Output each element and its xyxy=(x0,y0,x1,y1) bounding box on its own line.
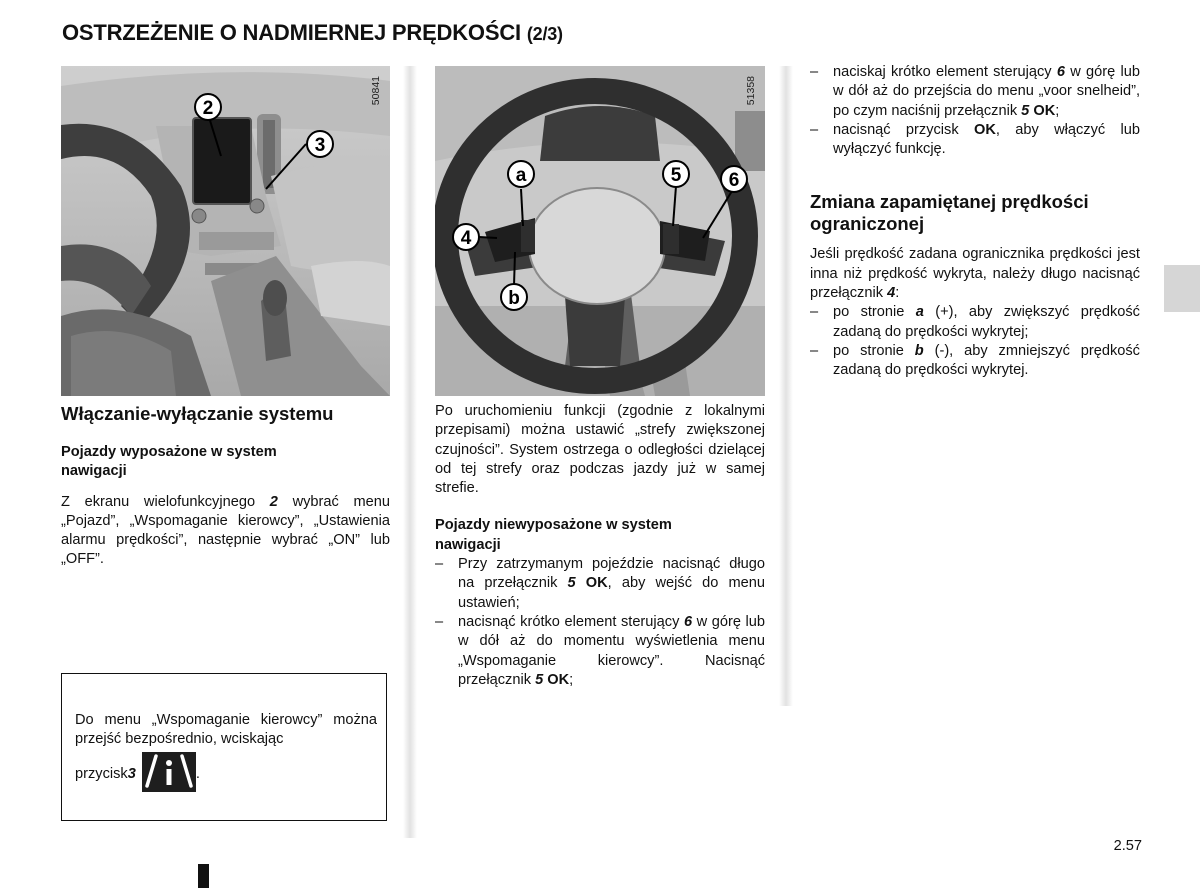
text-fragment: Przy zatrzymanym pojeździe nacisnąć długo na przełącznik xyxy=(458,556,765,592)
text-fragment: po stronie xyxy=(833,304,916,321)
callout-3 xyxy=(307,131,333,157)
dashboard-figure-code: 50841 xyxy=(370,76,382,106)
list-item xyxy=(810,342,1140,381)
text-fragment: (+), aby zwiększyć prędkość zadaną do prędkości wykrytej; xyxy=(833,304,1140,340)
ok-label: OK xyxy=(1033,102,1056,119)
page-title-text: OSTRZEŻENIE O NADMIERNEJ PRĘDKOŚCI xyxy=(62,20,521,45)
ref-3: 3 xyxy=(127,766,136,783)
callout-a xyxy=(508,161,534,187)
page-title xyxy=(62,20,563,46)
text-fragment: (-), aby zmniejszyć prędkość zadaną do prędkości wykrytej. xyxy=(833,342,1140,379)
dashboard-figure xyxy=(61,66,390,396)
callout-5 xyxy=(663,161,689,187)
dashboard-illustration xyxy=(61,66,390,396)
steering-wheel-illustration xyxy=(435,66,765,396)
ok-label: OK xyxy=(585,575,608,592)
column-divider-right xyxy=(779,66,793,706)
callout-6-label: 6 xyxy=(728,170,740,191)
callout-b xyxy=(501,284,527,310)
ref-4: 4 xyxy=(887,285,896,302)
side-list xyxy=(810,303,1140,380)
text-fragment: naciskaj krótko element sterujący xyxy=(833,64,1057,80)
callout-4-label: 4 xyxy=(460,228,472,249)
callout-3-label: 3 xyxy=(314,135,326,156)
ref-a: a xyxy=(915,304,924,321)
text-fragment: , aby wejść do menu ustawień; xyxy=(458,575,765,611)
text-fragment: : xyxy=(895,285,900,302)
ref-2: 2 xyxy=(269,493,278,510)
middle-column xyxy=(435,402,765,690)
ref-5: 5 xyxy=(1021,102,1030,119)
list-item xyxy=(810,121,1140,160)
list-item xyxy=(810,63,1140,121)
callout-b-label: b xyxy=(508,288,520,309)
ref-6: 6 xyxy=(683,613,693,630)
text-fragment: nacisnąć przycisk xyxy=(833,121,974,138)
callout-5-label: 5 xyxy=(670,165,682,186)
ok-label: OK xyxy=(973,121,996,138)
driving-assist-icon xyxy=(142,752,196,792)
callout-2-label: 2 xyxy=(202,98,214,119)
column-divider-left xyxy=(403,66,417,838)
note-text: Do menu „Wspomaganie kierowcy” można przejść bezpośrednio, wciskając xyxy=(75,712,377,748)
text-fragment: ; xyxy=(569,671,574,688)
page-number: 2.57 xyxy=(1113,838,1142,854)
callout-2 xyxy=(195,94,221,120)
instruction-list-middle xyxy=(435,555,765,690)
steering-wheel-figure xyxy=(435,66,765,396)
ref-6: 6 xyxy=(1056,64,1065,80)
text-fragment: wybrać menu „Pojazd”, „Wspomaganie kierowcy”, „Ustawienia alarmu prędkości”, następnie wybrać „ON” lub „OFF”. xyxy=(61,493,391,568)
note-box xyxy=(61,673,387,821)
note-suffix: . xyxy=(195,766,200,783)
list-item xyxy=(435,613,765,690)
ref-5: 5 xyxy=(567,575,576,592)
section-heading-system-toggle: Włączanie-wyłączanie systemu xyxy=(61,403,334,424)
paragraph-alert-zones: Po uruchomieniu funkcji (zgodnie z lokalnymi przepisami) można ustawić „strefy zwiększonej czujności”. System ostrzega o odległości dzielącej od tej strefy oraz podczas jazdy już w samej strefie. xyxy=(435,403,765,497)
subheading-with-navigation: Pojazdy wyposażone w system nawigacji xyxy=(61,444,277,480)
text-fragment: ; xyxy=(1055,102,1060,119)
callout-6 xyxy=(721,166,747,192)
section-heading-stored-speed: Zmiana zapamiętanej prędkości ograniczonej xyxy=(810,191,1089,235)
instruction-list-right xyxy=(810,63,1140,159)
page-title-suffix: (2/3) xyxy=(526,24,563,44)
note-button-line xyxy=(75,755,200,795)
ref-5: 5 xyxy=(535,671,544,688)
paragraph-multifunction-screen xyxy=(61,493,390,570)
callout-4 xyxy=(453,224,479,250)
bottom-crop-mark xyxy=(198,864,209,888)
ref-b: b xyxy=(914,342,924,359)
list-item xyxy=(810,303,1140,342)
text-fragment: nacisnąć krótko element sterujący xyxy=(458,613,684,630)
text-fragment: w górę lub w dół aż do przejścia do menu „voor snelheid”, po czym naciśnij przełącznik xyxy=(833,64,1141,119)
text-fragment: Z ekranu wielofunkcyjnego xyxy=(61,493,270,510)
callout-a-label: a xyxy=(515,165,527,186)
text-fragment: Jeśli prędkość zadana ogranicznika prędkości jest inna niż prędkość wykryta, należy długo nacisnąć przełącznik xyxy=(810,246,1140,302)
steering-figure-code: 51358 xyxy=(745,76,757,106)
text-fragment: , aby włączyć lub wyłączyć funkcję. xyxy=(833,121,1140,158)
right-column xyxy=(810,63,1140,381)
chapter-tab-marker xyxy=(1164,265,1200,312)
text-fragment: po stronie xyxy=(833,342,915,359)
note-button-prefix: przycisk xyxy=(75,766,128,783)
paragraph-speed-difference xyxy=(810,245,1140,303)
subheading-without-navigation: Pojazdy niewyposażone w system nawigacji xyxy=(435,517,672,553)
list-item xyxy=(435,555,765,613)
ok-label: OK xyxy=(547,671,570,688)
text-fragment: w górę lub w dół aż do momentu wyświetlenia menu „Wspomaganie kierowcy”. Nacisnąć przełącznik xyxy=(458,613,765,688)
left-column xyxy=(61,403,390,570)
text-fragment xyxy=(576,575,586,591)
